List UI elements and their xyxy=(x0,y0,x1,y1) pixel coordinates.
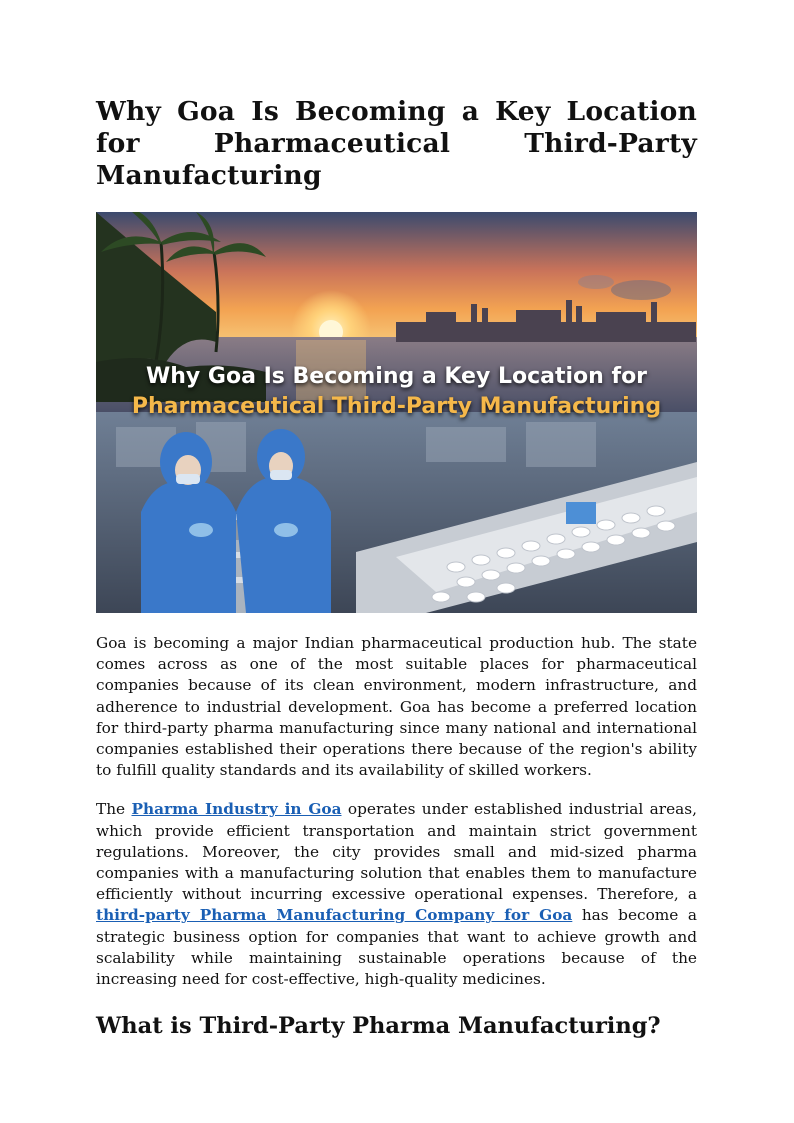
document-page xyxy=(96,96,697,1040)
section-heading: What is Third-Party Pharma Manufacturing? xyxy=(96,1013,661,1040)
hero-image xyxy=(96,212,697,613)
hero-caption-line2: Pharmaceutical Third-Party Manufacturing xyxy=(131,394,662,419)
third-party-manufacturing-link[interactable]: third-party Pharma Manufacturing Company for Goa xyxy=(96,906,573,925)
industry-paragraph xyxy=(96,799,697,990)
pharma-industry-goa-link[interactable]: Pharma Industry in Goa xyxy=(131,800,342,819)
paragraph-text: has become a strategic business option for companies that want to achieve growth and scalability while maintaining sustainable operations because of the increasing need for cost-effective, high-quality medicines. xyxy=(96,906,697,989)
hero-caption-line1: Why Goa Is Becoming a Key Location for xyxy=(145,364,648,389)
paragraph-text: operates under established industrial areas, which provide efficient transportation and maintain strict government regulations. Moreover, the city provides small and mid-sized pharma companies with a manufacturing solution that enables them to manufacture efficiently without incurring excessive operational expenses. Therefore, a xyxy=(96,800,697,904)
hero-caption xyxy=(96,362,697,422)
intro-paragraph: Goa is becoming a major Indian pharmaceutical production hub. The state comes across as one of the most suitable places for pharmaceutical companies because of its clean environment, modern infrastructure, and adherence to industrial development. Goa has become a preferred location for third-party pharma manufacturing since many national and international companies established their operations there because of the region's ability to fulfill quality standards and its availability of skilled workers. xyxy=(96,634,697,780)
article-title: Why Goa Is Becoming a Key Location for Pharmaceutical Third-Party Manufacturing xyxy=(96,96,697,191)
paragraph-text: The xyxy=(96,800,132,819)
